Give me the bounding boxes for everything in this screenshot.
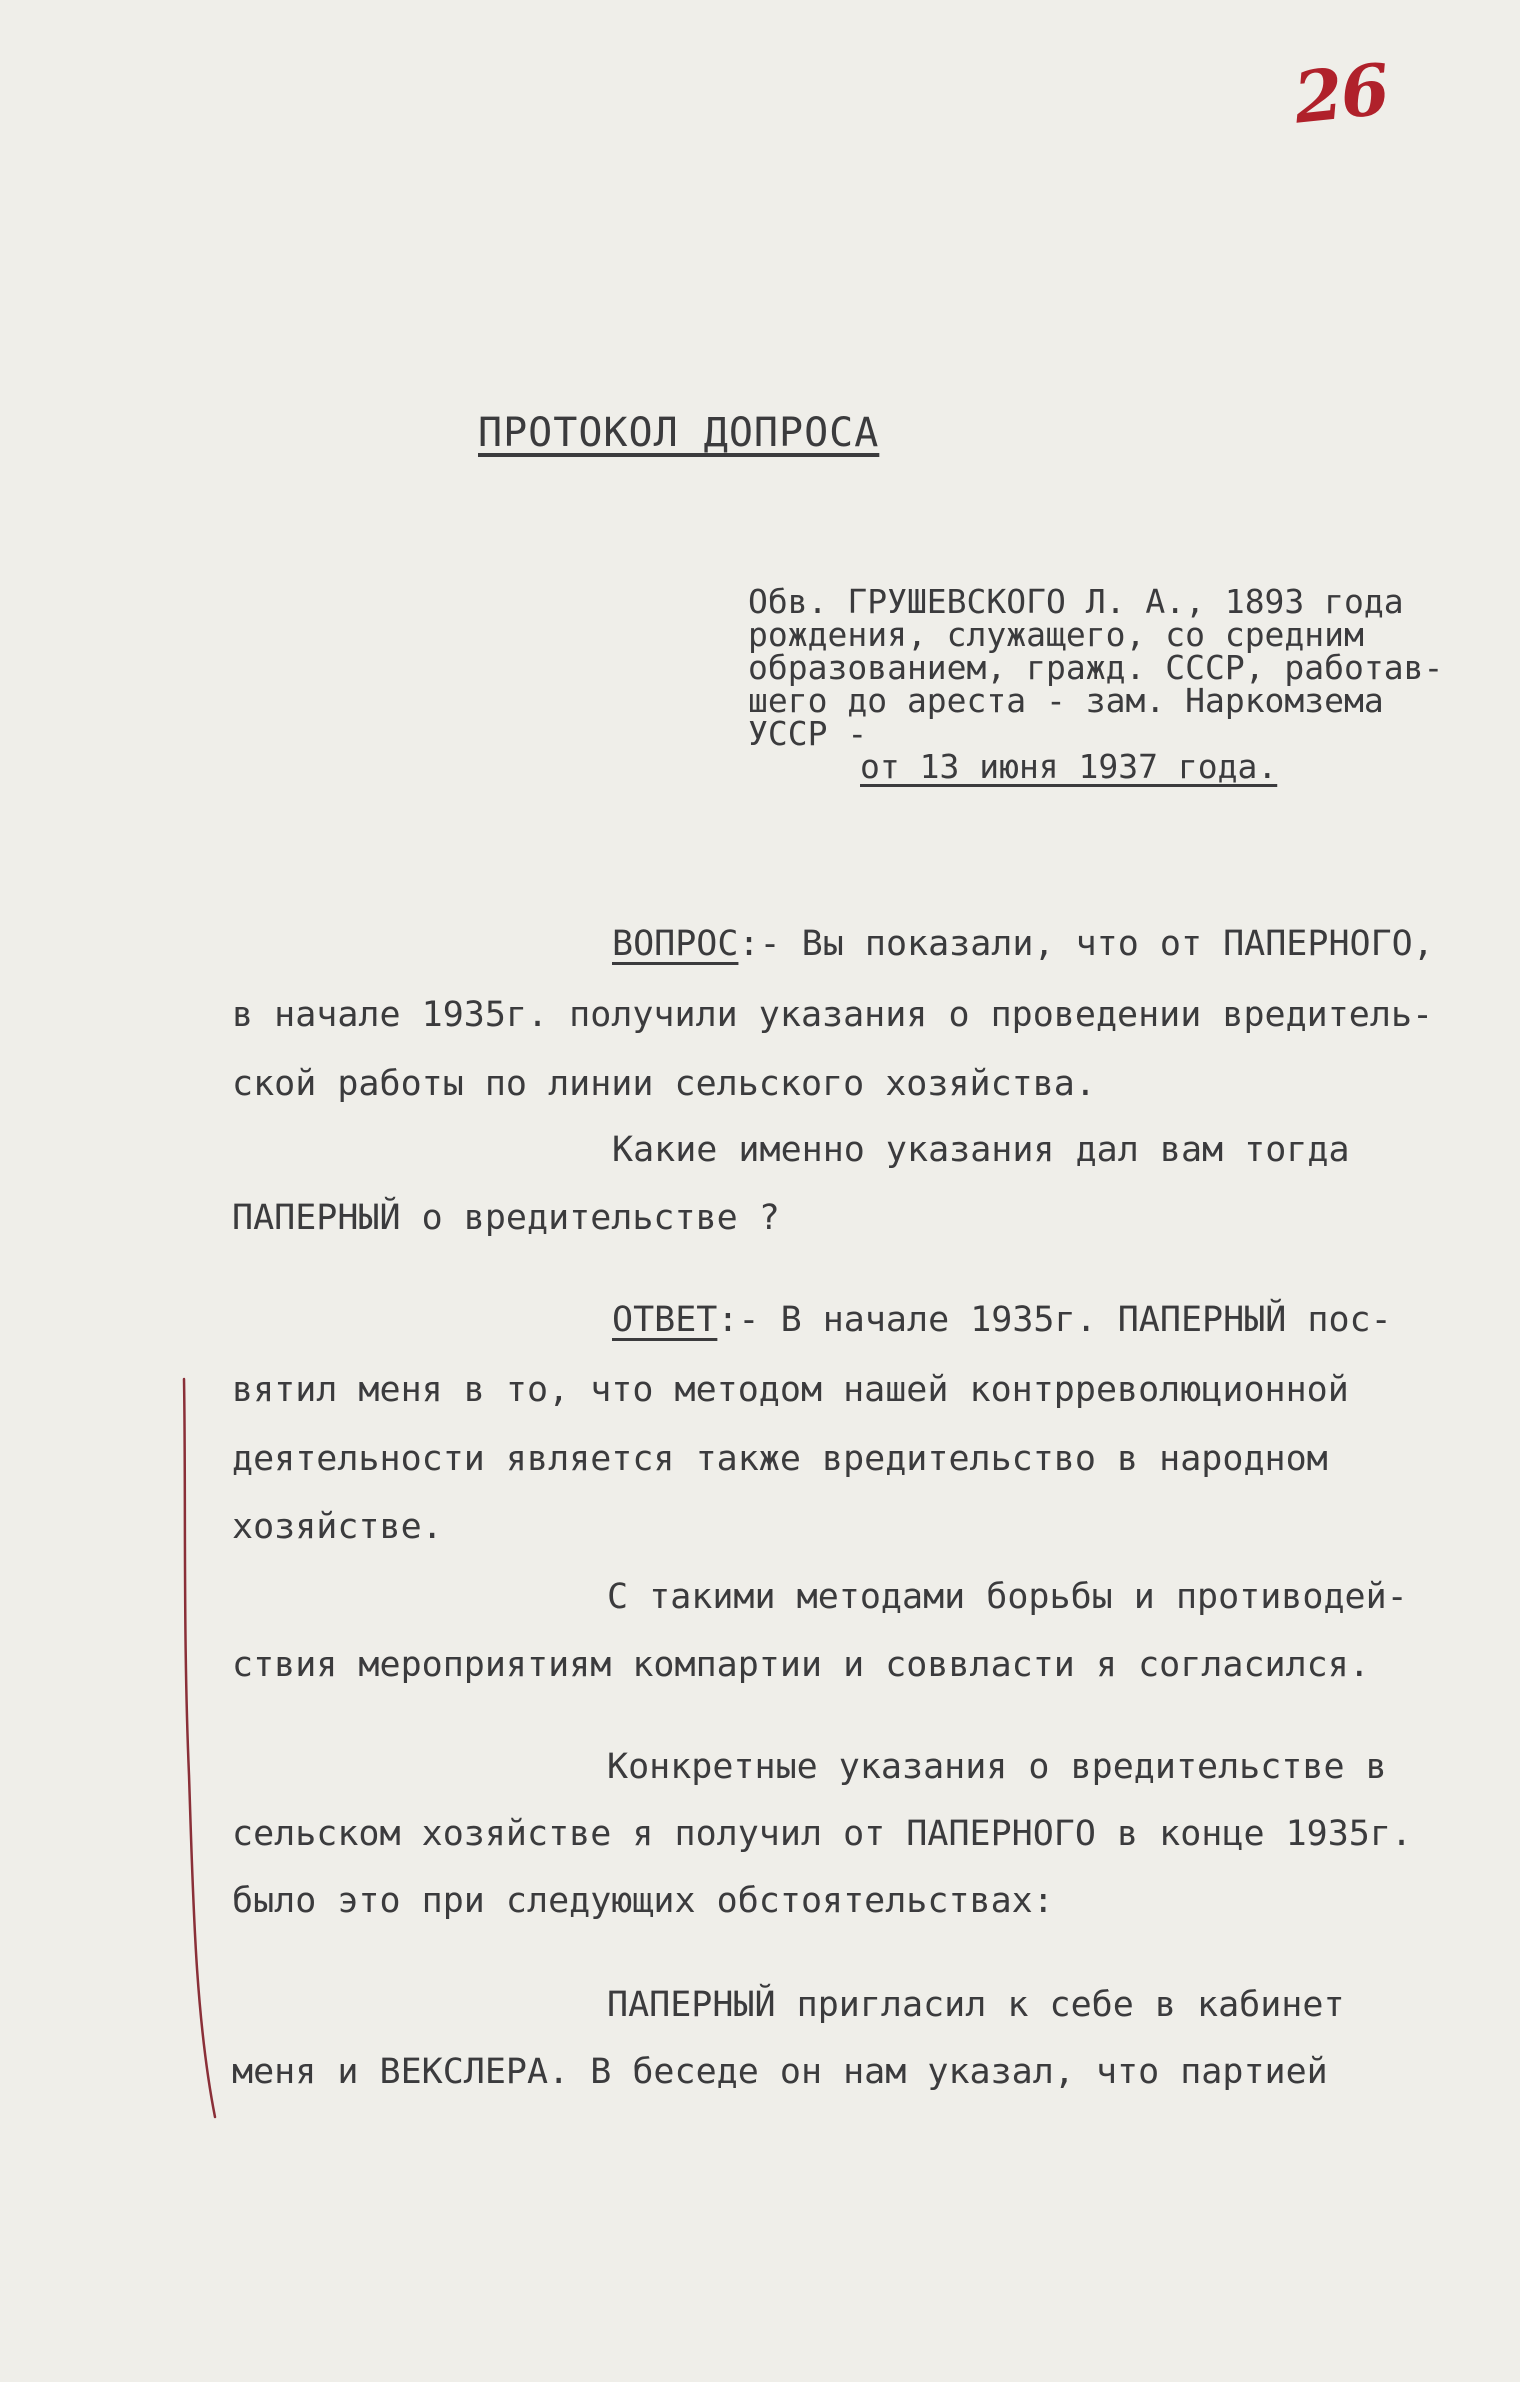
answer-label: ОТВЕТ — [612, 1300, 718, 1340]
answer-line-6: ствия мероприятиям компартии и соввласти я согласился. — [232, 1645, 1370, 1685]
answer-line-7: Конкретные указания о вредительстве в — [607, 1747, 1387, 1787]
question-line-2: в начале 1935г. получили указания о проведении вредитель- — [232, 995, 1434, 1035]
answer-line-1 — [612, 1300, 1392, 1340]
answer-line-2: вятил меня в то, что методом нашей контрреволюционной — [232, 1370, 1349, 1410]
document-title: ПРОТОКОЛ ДОПРОСА — [478, 410, 880, 456]
question-line-1 — [612, 924, 1434, 964]
interrogation-date: от 13 июня 1937 года. — [860, 747, 1278, 786]
header-line: образованием, гражд. СССР, работав- — [748, 648, 1444, 687]
question-line-4: Какие именно указания дал вам тогда — [612, 1130, 1350, 1170]
header-line: рождения, служащего, со средним — [748, 615, 1364, 654]
answer-line-9: было это при следующих обстоятельствах: — [232, 1881, 1054, 1921]
header-line: УССР - — [748, 714, 868, 753]
question-line-5: ПАПЕРНЫЙ о вредительстве ? — [232, 1198, 780, 1238]
answer-line-11: меня и ВЕКСЛЕРА. В беседе он нам указал, что партией — [232, 2052, 1328, 2092]
question-line-3: ской работы по линии сельского хозяйства. — [232, 1064, 1096, 1104]
header-line: шего до ареста - зам. Наркомзема — [748, 681, 1384, 720]
header-line: Обв. ГРУШЕВСКОГО Л. А., 1893 года — [748, 582, 1404, 621]
question-label: ВОПРОС — [612, 924, 739, 964]
defendant-header — [748, 582, 1444, 786]
header-spacer — [748, 747, 860, 786]
page-number: 26 — [1289, 47, 1392, 140]
question-line-1-text: :- Вы показали, что от ПАПЕРНОГО, — [738, 924, 1434, 964]
answer-line-5: С такими методами борьбы и противодей- — [607, 1577, 1408, 1617]
answer-line-8: сельском хозяйстве я получил от ПАПЕРНОГО в конце 1935г. — [232, 1814, 1413, 1854]
answer-line-3: деятельности является также вредительство в народном — [232, 1439, 1328, 1479]
answer-line-1-text: :- В начале 1935г. ПАПЕРНЫЙ пос- — [717, 1300, 1392, 1340]
answer-line-10: ПАПЕРНЫЙ пригласил к себе в кабинет — [607, 1985, 1345, 2025]
margin-pencil-mark — [178, 1375, 228, 2120]
answer-line-4: хозяйстве. — [232, 1507, 443, 1547]
